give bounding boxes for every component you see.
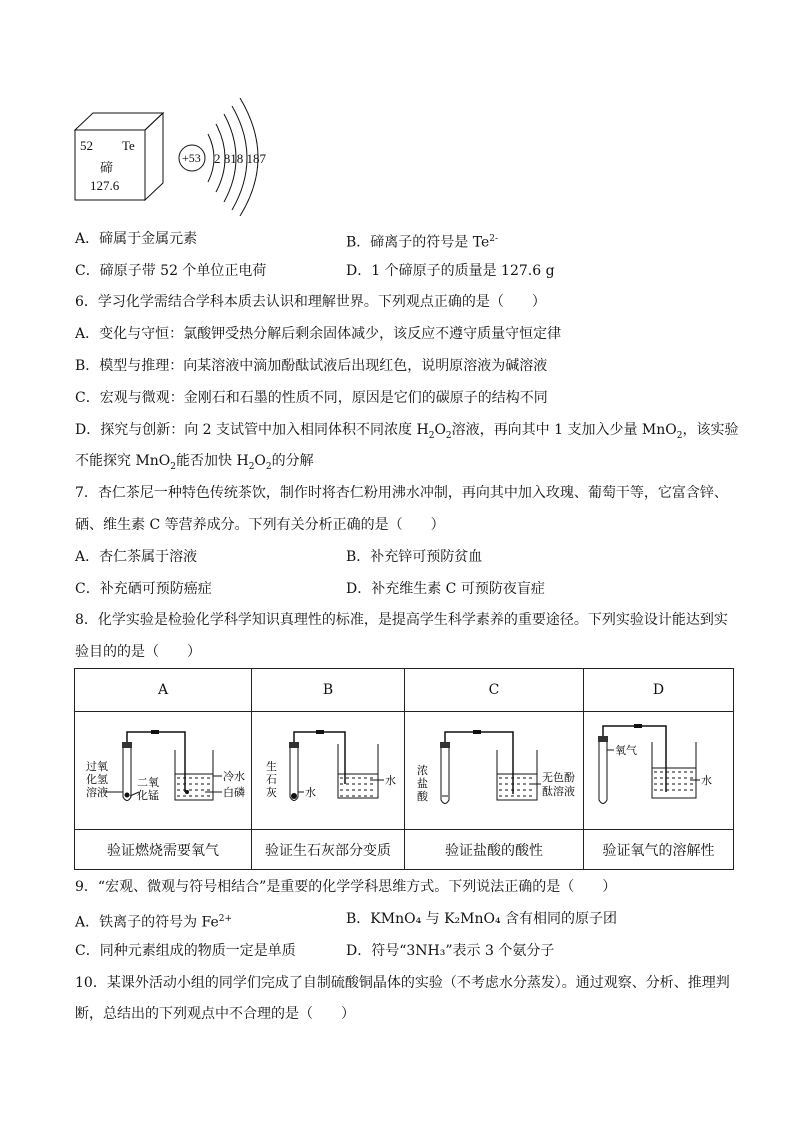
q8-stem-line2: 验目的的是（ ）	[75, 644, 201, 660]
q5-option-b: B．碲离子的符号是 $Te^{2-}$	[346, 234, 499, 251]
q5-option-a: A．碲属于金属元素	[75, 231, 198, 247]
q7-option-d: D．补充维生素 C 可预防夜盲症	[346, 581, 545, 597]
label-a-left-1: 过氧	[86, 760, 108, 773]
q6-option-d-line2: 不能探究 MnO$_2$能否加快 $H_2O_2$的分解	[75, 453, 314, 472]
electron-shells: 2 818 187	[214, 151, 266, 166]
q9-option-d: D．符号“3NH₃”表示 3 个氨分子	[346, 943, 555, 959]
header-b: B	[252, 669, 405, 712]
label-a-left-2: 化氢	[86, 773, 108, 786]
label-a-mid-2: 化锰	[137, 789, 159, 802]
label-a-mid-1: 二氧	[137, 776, 159, 789]
label-c-left-3: 酸	[417, 790, 428, 803]
experiment-table	[74, 668, 734, 870]
label-d-gas: 氧气	[615, 744, 637, 757]
q6-option-b: B．模型与推理：向某溶液中滴加酚酞试液后出现红色，说明原溶液为碱溶液	[75, 358, 548, 374]
apparatus-c	[405, 712, 584, 830]
q6-option-c: C．宏观与微观：金刚石和石墨的性质不同，原因是它们的碳原子的结构不同	[75, 390, 548, 406]
q9-option-a: A．铁离子的符号为 $Fe^{2+}$	[75, 914, 233, 931]
q10-stem-line1: 10．某课外活动小组的同学们完成了自制硫酸铜晶体的实验（不考虑水分蒸发）。通过观察、分析、推理判	[75, 975, 730, 991]
label-b-mid: 水	[305, 786, 316, 799]
apparatus-d	[584, 712, 734, 830]
label-c-right-1: 无色酚	[542, 771, 575, 784]
label-a-right-1: 冷水	[223, 770, 245, 783]
tellurium-element-card	[70, 110, 170, 205]
caption-c: 验证盐酸的酸性	[405, 830, 584, 870]
q10-stem-line2: 断，总结出的下列观点中不合理的是（ ）	[75, 1006, 355, 1022]
q6-stem: 6．学习化学需结合学科本质去认识和理解世界。下列观点正确的是（ ）	[75, 294, 546, 310]
q8-stem-line1: 8．化学实验是检验化学科学知识真理性的标准，是提高学生科学素养的重要途径。下列实验设计能达到实	[75, 612, 728, 628]
caption-a: 验证燃烧需要氧气	[75, 830, 252, 870]
label-b-left-1: 生	[266, 760, 277, 773]
label-a-left-3: 溶液	[86, 786, 108, 799]
q9-option-c: C．同种元素组成的物质一定是单质	[75, 943, 296, 959]
q7-stem-line2: 硒、维生素 C 等营养成分。下列有关分析正确的是（ ）	[75, 517, 445, 533]
q9-option-b: B．KMnO₄ 与 K₂MnO₄ 含有相同的原子团	[346, 911, 618, 927]
label-c-left-1: 浓	[417, 764, 428, 777]
element-mass: 127.6	[90, 178, 120, 193]
label-a-right-2: 白磷	[223, 786, 245, 799]
apparatus-a	[75, 712, 252, 830]
label-b-left-2: 石	[266, 773, 277, 786]
label-c-right-2: 酞溶液	[542, 785, 575, 798]
q5-option-c: C．碲原子带 52 个单位正电荷	[75, 263, 267, 279]
label-b-left-3: 灰	[266, 786, 277, 799]
apparatus-b	[252, 712, 405, 830]
q7-stem-line1: 7．杏仁茶尼一种特色传统茶饮，制作时将杏仁粉用沸水冲制，再向其中加入玫瑰、葡萄干等，它富含锌、	[75, 485, 728, 501]
q6-option-a: A．变化与守恒：氯酸钾受热分解后剩余固体减少，该反应不遵守质量守恒定律	[75, 326, 562, 342]
header-a: A	[75, 669, 252, 712]
q6-option-d-line1: D．探究与创新：向 2 支试管中加入相同体积不同浓度 $H_2O_2$溶液，再向其中 1 支加入少量 MnO$_2$，该实验	[75, 422, 739, 441]
element-number: 52	[80, 138, 93, 153]
q7-option-a: A．杏仁茶属于溶液	[75, 549, 198, 565]
nucleus-charge: +53	[182, 151, 201, 165]
q5-option-d: D．1 个碲原子的质量是 127.6 g	[346, 263, 555, 279]
caption-b: 验证生石灰部分变质	[252, 830, 405, 870]
header-d: D	[584, 669, 734, 712]
label-d-right: 水	[701, 774, 712, 787]
q9-stem: 9．“宏观、微观与符号相结合”是重要的化学学科思维方式。下列说法正确的是（ ）	[75, 879, 617, 895]
element-symbol: Te	[122, 138, 135, 153]
label-b-right: 水	[385, 774, 396, 787]
element-name: 碲	[100, 161, 114, 176]
label-c-left-2: 盐	[417, 777, 428, 790]
caption-d: 验证氧气的溶解性	[584, 830, 734, 870]
q7-option-b: B．补充锌可预防贫血	[346, 549, 483, 565]
q7-option-c: C．补充硒可预防癌症	[75, 581, 212, 597]
header-c: C	[405, 669, 584, 712]
